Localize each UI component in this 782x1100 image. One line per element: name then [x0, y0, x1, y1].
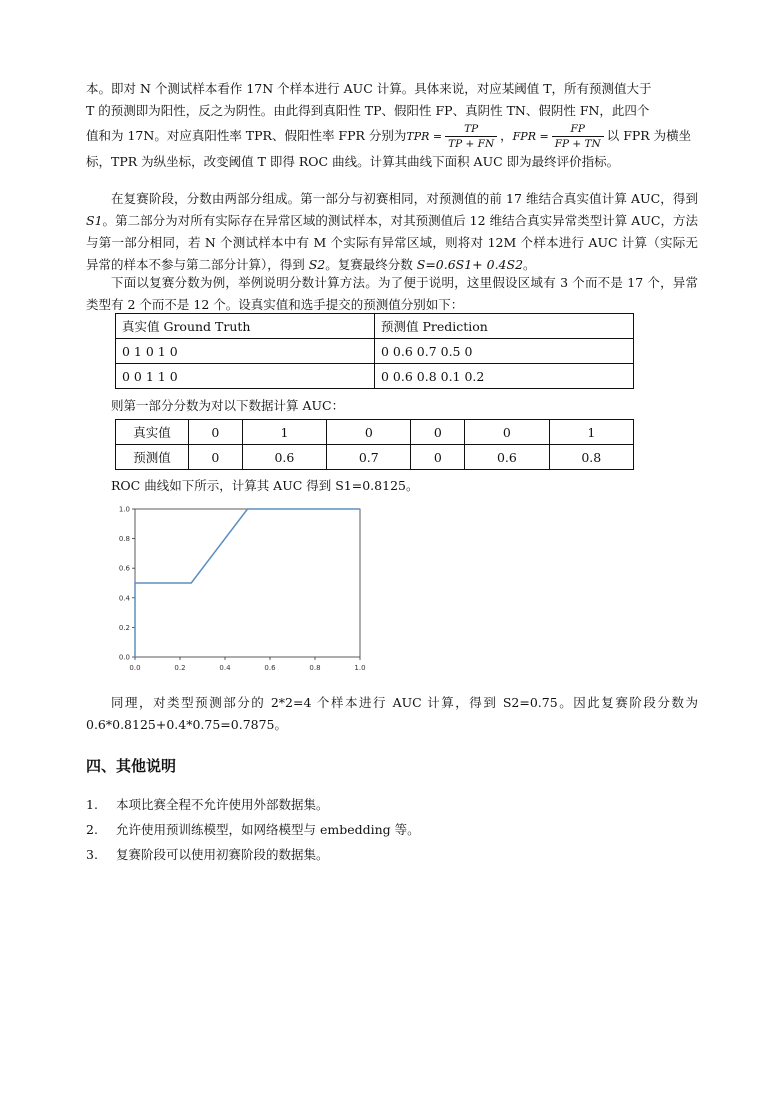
y-tick-label: 0.4 [118, 594, 130, 603]
text-line: 标，TPR 为纵坐标，改变阈值 T 即得 ROC 曲线。计算其曲线下面积 AUC 即为最终评价指标。 [86, 154, 620, 169]
table-header-cell: 真实值 Ground Truth [116, 314, 375, 339]
table-cell: 1 [549, 420, 633, 445]
text-run: 在复赛阶段，分数由两部分组成。第一部分与初赛相同，对预测值的前 17 维结合真实值计算 AUC，得到 [111, 191, 698, 206]
paragraph-example-intro: 下面以复赛分数为例，举例说明分数计算方法。为了便于说明，这里假设区域有 3 个而不是 17 个，异常类型有 2 个而不是 12 个。设真实值和选手提交的预测值分别如下： [86, 275, 698, 312]
table-cell: 0.7 [327, 445, 411, 470]
symbol-s2: S2 [308, 257, 326, 272]
symbol-s1: S1 [86, 213, 103, 228]
table-row [116, 420, 634, 445]
x-tick-label: 0.0 [129, 664, 141, 672]
y-tick-label: 1.0 [118, 505, 130, 514]
x-tick-label: 0.6 [264, 664, 276, 672]
paragraph-second-part: 同理，对类型预测部分的 2*2=4 个样本进行 AUC 计算，得到 S2=0.75。因此复赛阶段分数为 0.6*0.8125+0.4*0.75=0.7875。 [86, 695, 698, 732]
list-item [86, 792, 420, 817]
tpr-numerator: TP [445, 122, 497, 137]
y-tick-label: 0.8 [118, 535, 130, 544]
list-item [86, 842, 420, 867]
list-text: 复赛阶段可以使用初赛阶段的数据集。 [116, 847, 329, 862]
auc-data-table [115, 419, 634, 470]
x-tick-label: 1.0 [354, 664, 366, 672]
text-run: 。第二部分为对所有实际存在异常区域的测试样本，对其预测值后 12 维结合真实异常类型计算 AUC，方法与第一部分相同，若 N 个测试样本中有 M 个实际有异常区域，则将对 12M 个样本进行 AUC 计算（实际无异常的样本不参与第二部分计算），得到 [86, 213, 698, 272]
table-row [116, 339, 634, 364]
table-row [116, 445, 634, 470]
table-cell: 0 0.6 0.7 0.5 0 [375, 339, 634, 364]
text-run: 。 [523, 257, 536, 272]
y-tick-label: 0.2 [118, 623, 130, 632]
table-header-row [116, 314, 634, 339]
tpr-denominator: TP + FN [448, 138, 495, 150]
table-cell: 0 0.6 0.8 0.1 0.2 [375, 364, 634, 389]
fpr-denominator: FP + TN [554, 138, 601, 150]
text-line: 以 FPR 为横坐 [606, 128, 692, 143]
list-number: 1. [86, 797, 98, 812]
table-cell: 0.8 [549, 445, 633, 470]
table-cell: 0.6 [465, 445, 549, 470]
section-heading: 四、其他说明 [86, 757, 177, 775]
text-line: T 的预测即为阳性，反之为阴性。由此得到真阳性 TP、假阳性 FP、真阴性 TN、假阴性 FN，此四个 [86, 103, 650, 118]
table-cell: 0 [411, 445, 465, 470]
y-tick-label: 0.0 [118, 653, 130, 662]
list-number: 2. [86, 822, 98, 837]
table-cell: 0 [327, 420, 411, 445]
text-line: 值和为 17N。对应真阳性率 TPR、假阳性率 FPR 分别为 [86, 128, 407, 143]
tpr-fraction [445, 122, 497, 151]
fpr-numerator: FP [552, 122, 604, 137]
table-header-cell: 预测值 Prediction [375, 314, 634, 339]
row-label: 真实值 [116, 420, 189, 445]
list-item [86, 817, 420, 842]
notes-list [86, 792, 420, 867]
final-score-formula: S=0.6S1+ 0.4S2 [416, 257, 524, 272]
tpr-lhs: TPR = [406, 130, 443, 143]
x-tick-label: 0.4 [219, 664, 231, 672]
paragraph-first-part: 则第一部分分数为对以下数据计算 AUC： [111, 398, 345, 413]
table-cell: 0 [189, 445, 243, 470]
paragraph-auc-definition [86, 78, 698, 173]
separator: ， [500, 128, 513, 143]
table-cell: 0 [411, 420, 465, 445]
fpr-lhs: FPR = [512, 130, 549, 143]
y-tick-label: 0.6 [118, 564, 130, 573]
paragraph-roc-caption: ROC 曲线如下所示，计算其 AUC 得到 S1=0.8125。 [111, 478, 419, 493]
list-text: 本项比赛全程不允许使用外部数据集。 [116, 797, 329, 812]
roc-curve-chart [108, 503, 368, 673]
row-label: 预测值 [116, 445, 189, 470]
table-cell: 0 [189, 420, 243, 445]
fpr-fraction [552, 122, 604, 151]
ground-truth-prediction-table [115, 313, 634, 389]
table-row [116, 364, 634, 389]
table-cell: 0 1 0 1 0 [116, 339, 375, 364]
table-cell: 0 [465, 420, 549, 445]
list-number: 3. [86, 847, 98, 862]
list-text: 允许使用预训练模型，如网络模型与 embedding 等。 [116, 822, 420, 837]
table-cell: 0 0 1 1 0 [116, 364, 375, 389]
table-cell: 1 [242, 420, 326, 445]
table-cell: 0.6 [242, 445, 326, 470]
roc-curve-line [135, 509, 360, 657]
x-tick-label: 0.2 [174, 664, 186, 672]
text-run: 。复赛最终分数 [325, 257, 417, 272]
paragraph-final-scoring [86, 188, 698, 276]
x-tick-label: 0.8 [309, 664, 321, 672]
text-line: 本。即对 N 个测试样本看作 17N 个样本进行 AUC 计算。具体来说，对应某阈值 T，所有预测值大于 [86, 81, 652, 96]
